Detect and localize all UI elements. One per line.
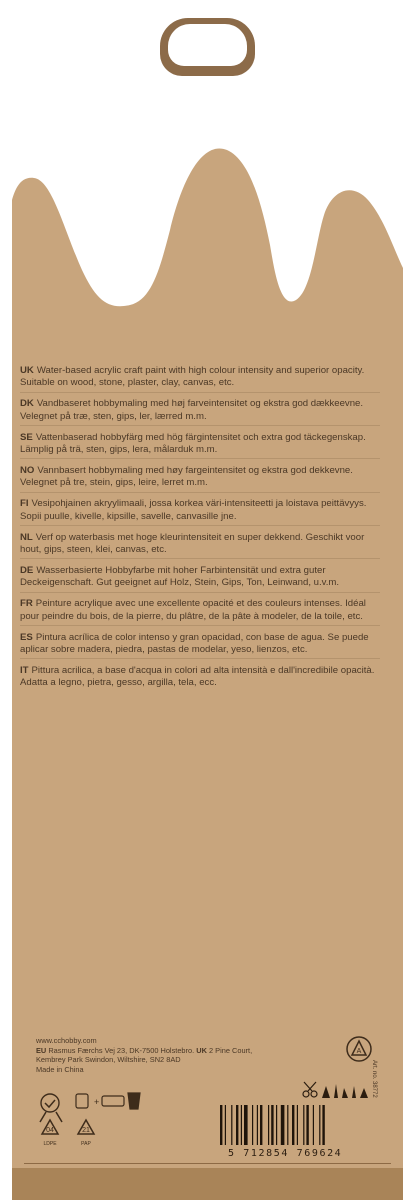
paragraph-fi: FI Vesipohjainen akryylimaali, jossa korkea väri-intensiteetti ja loistava peittävyys. Sopii puulle, kivelle, kipsille, savelle, canvasille jne.: [20, 498, 380, 526]
craft-tools-icon: [300, 1080, 380, 1100]
article-number: Art. no. 38772: [371, 1060, 377, 1098]
paragraph-dk: DK Vandbaseret hobbymaling med høj farveintensitet og ekstra god dækkeevne. Velegnet på træ, sten, gips, ler, lærred m.m.: [20, 398, 380, 426]
svg-text:+: +: [94, 1097, 100, 1107]
paragraph-se: SE Vattenbaserad hobbyfärg med hög färgintensitet och extra god täckegenskap. Lämplig på trä, sten, gips, lera, målarduk m.m.: [20, 432, 380, 460]
bottom-fold: [12, 1168, 403, 1200]
manufacturer-address: [36, 1036, 266, 1074]
barcode: [218, 1105, 368, 1145]
recycling-symbols: [36, 1090, 236, 1150]
paragraph-nl: NL Verf op waterbasis met hoge kleurintensiteit en super dekkend. Geschikt voor hout, gips, steen, klei, canvas, etc.: [20, 532, 380, 560]
svg-text:A: A: [356, 1048, 362, 1055]
svg-text:04: 04: [46, 1127, 54, 1134]
description-list: [20, 365, 380, 697]
hang-hole: [160, 18, 255, 76]
paragraph-uk: UK Water-based acrylic craft paint with high colour intensity and superior opacity. Suitable on wood, stone, plaster, clay, canvas, etc.: [20, 365, 380, 393]
recycle-icon-left: [40, 1094, 62, 1147]
paragraph-no: NO Vannbasert hobbymaling med høy fargeintensitet og ekstra god dekkevne. Velegnet på tre, stein, gips, leire, lerret m.m.: [20, 465, 380, 493]
eu-label: EU: [36, 1045, 47, 1055]
container-sorting-icon: [76, 1093, 140, 1109]
svg-text:PAP: PAP: [81, 1141, 91, 1147]
website-text: www.cchobby.com: [36, 1036, 97, 1045]
made-in-text: Made in China: [36, 1064, 84, 1074]
uk-address: 2 Pine Court, Kembrey Park Swindon, Wiltshire, SN2 8AD: [36, 1045, 253, 1065]
eu-address: Rasmus Færchs Vej 23, DK-7500 Holstebro.: [48, 1045, 195, 1055]
barcode-number: 5 712854 769624: [228, 1148, 343, 1159]
recycle-icon-right: [78, 1120, 94, 1147]
paragraph-de: DE Wasserbasierte Hobbyfarbe mit hoher Farbintensität und extra guter Deckeigenschaft. Gut geeignet auf Holz, Stein, Gips, Ton, Leinwand, u.v.m.: [20, 565, 380, 593]
triangle-a-icon: [345, 1035, 373, 1063]
paragraph-fr: FR Peinture acrylique avec une excellente opacité et des couleurs intenses. Idéal pour peindre du bois, de la pierre, du plâtre, de la pâte à modeler, de la toile, etc.: [20, 598, 380, 626]
svg-text:LDPE: LDPE: [43, 1141, 57, 1147]
paragraph-es: ES Pintura acrílica de color intenso y gran opacidad, con base de agua. Se puede aplicar sobre madera, piedra, pastas de modelar, yeso, lienzos, etc.: [20, 632, 380, 660]
recycling-text-icon: [148, 1112, 188, 1130]
uk-label: UK: [196, 1045, 207, 1055]
fold-line: [24, 1163, 391, 1164]
svg-text:21: 21: [82, 1127, 90, 1134]
paragraph-it: IT Pittura acrilica, a base d'acqua in colori ad alta intensità e dall'incredibile opacità. Adatta a legno, pietra, gesso, argilla, tela, ecc.: [20, 664, 375, 689]
